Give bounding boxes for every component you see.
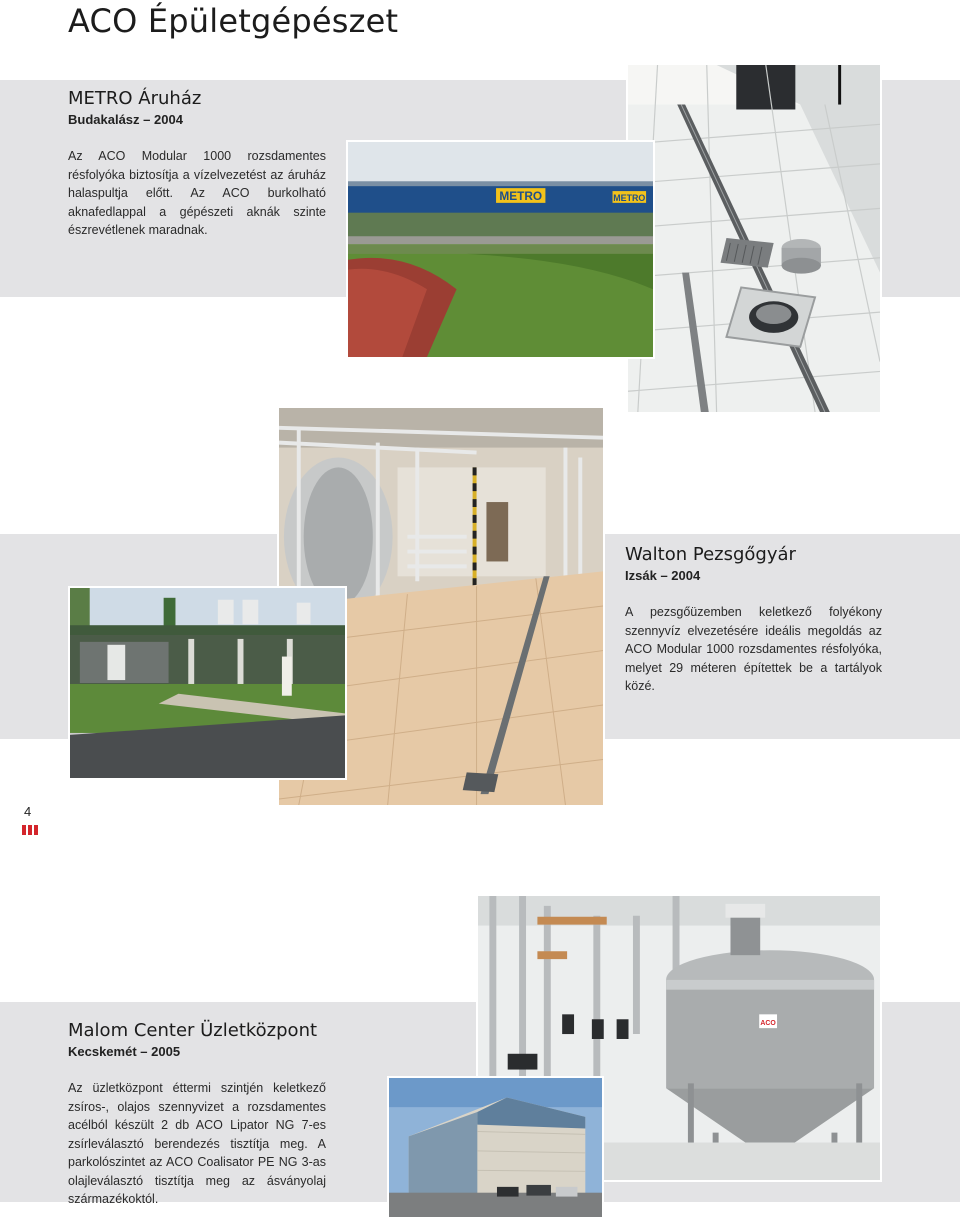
section-description: A pezsgőüzemben keletkező folyékony szennyvíz elvezetésére ideális megoldás az ACO Modular 1000 rozsdamentes résfolyóka, melyet 29 méteren építettek be a tartályok közé. [625, 605, 882, 693]
location-year: 2004 [154, 112, 183, 127]
section-description: Az üzletközpont éttermi szintjén keletkező zsíros-, olajos szennyvizet a rozsdamentes acélból készült 2 db ACO Lipator NG 7-es zsírleválasztó berendezés tisztítja meg. A parkolószintet az ACO Coalisator PE NG 3-as olajleválasztó tisztítja meg az ásványolaj származékoktól. [68, 1081, 326, 1206]
location-dash: – [143, 112, 151, 127]
photo-metro-store [346, 140, 655, 359]
section-title: Malom Center Üzletközpont [68, 1020, 318, 1041]
photo-malom-center [387, 1076, 604, 1219]
metro-sign-right-text: METRO [613, 192, 646, 203]
location-name: Izsák [625, 568, 657, 583]
location-year: 2004 [671, 568, 701, 583]
location-name: Kecskemét [68, 1044, 137, 1059]
section-title: METRO Áruház [68, 88, 202, 109]
section-title: Walton Pezsgőgyár [625, 544, 796, 565]
section-description: Az ACO Modular 1000 rozsdamentes résfolyóka biztosítja a vízelvezetést az áruház halaspultja előtt. Az ACO burkolható aknafedlappal a gépészeti aknák szinte észrevétlenek maradnak. [68, 149, 326, 237]
section-walton [625, 544, 882, 696]
photo-drainage-channel [626, 63, 882, 414]
section-malom [68, 1020, 326, 1209]
metro-sign-text: METRO [499, 188, 543, 203]
tank-logo-text: ACO [760, 1020, 776, 1028]
page-title: ACO Épületgépészet [68, 2, 399, 40]
location-year: 2005 [151, 1044, 181, 1059]
location-dash: – [660, 568, 668, 583]
location-name: Budakalász [68, 112, 140, 127]
location-dash: – [140, 1044, 148, 1059]
section-location [68, 112, 326, 127]
section-location [68, 1044, 326, 1059]
aco-logo-icon [22, 825, 38, 835]
section-metro [68, 88, 326, 240]
section-location [625, 568, 882, 583]
page-number: 4 [24, 804, 32, 819]
photo-walton-building [68, 586, 347, 780]
